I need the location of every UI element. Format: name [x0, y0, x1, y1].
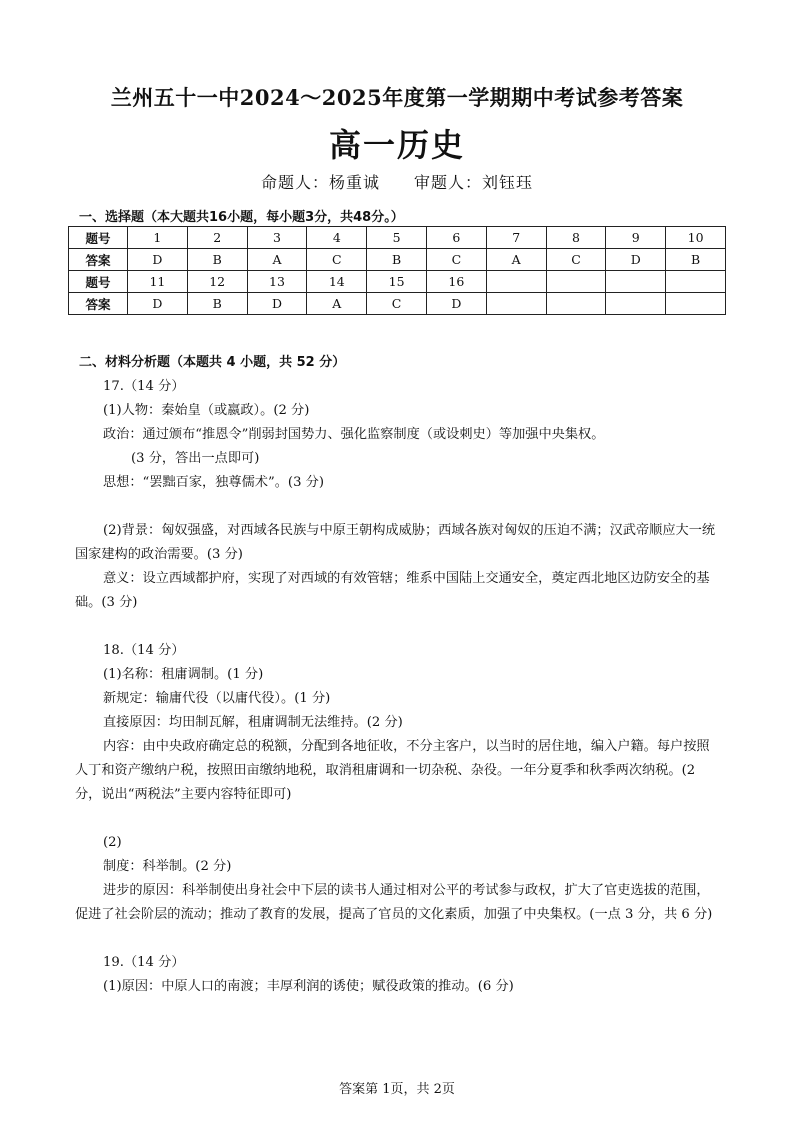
table-cell: D [426, 293, 486, 315]
table-cell: D [128, 249, 188, 271]
table-cell: 2 [187, 227, 247, 249]
q17-title: 17.（14 分） [103, 379, 185, 394]
table-cell: B [666, 249, 726, 271]
table-cell [606, 271, 666, 293]
table-cell: 7 [486, 227, 546, 249]
page-footer: 答案第 1页，共 2页 [339, 1082, 455, 1097]
table-cell: D [247, 293, 307, 315]
table-cell: 11 [128, 271, 188, 293]
table-cell: 6 [426, 227, 486, 249]
q18-answer-2: 新规定：输庸代役（以庸代役）。(1 分) [103, 691, 331, 706]
table-cell: 13 [247, 271, 307, 293]
num-label: 题号 [69, 271, 128, 293]
table-cell [546, 293, 606, 315]
table-cell [606, 293, 666, 315]
authors-line [0, 170, 794, 193]
table-cell: 9 [606, 227, 666, 249]
table-cell: 12 [187, 271, 247, 293]
q18-answer-4: 内容：由中央政府确定总的税额，分配到各地征收，不分主客户，以当时的居住地，编入户籍。每户按照人丁和资产缴纳户税，按照田亩缴纳地税，取消租庸调和一切杂税、杂役。一年分夏季和秋季两次纳税。(2 分，说出“两税法”主要内容特征即可) [75, 739, 710, 802]
table-cell [486, 271, 546, 293]
table-cell: C [546, 249, 606, 271]
table-cell: 5 [367, 227, 427, 249]
q18-title: 18.（14 分） [103, 643, 185, 658]
table-cell: B [187, 249, 247, 271]
table-cell: C [367, 293, 427, 315]
table-cell: B [187, 293, 247, 315]
q17-answer-4: 思想：“罢黜百家，独尊儒术”。(3 分) [103, 475, 324, 490]
q17-answer-2: 政治：通过颁布“推恩令”削弱封国势力、强化监察制度（或设刺史）等加强中央集权。 [103, 427, 605, 442]
q17-answer-1: (1)人物：秦始皇（或嬴政）。(2 分) [103, 403, 310, 418]
table-cell: C [426, 249, 486, 271]
table-cell: 4 [307, 227, 367, 249]
table-cell: A [486, 249, 546, 271]
section2-heading: 二、材料分析题（本题共 4 小题，共 52 分） [79, 355, 346, 370]
table-cell: D [606, 249, 666, 271]
table-cell: A [247, 249, 307, 271]
author: 命题人：杨重诚 [260, 173, 380, 192]
table-cell: 3 [247, 227, 307, 249]
table-cell: A [307, 293, 367, 315]
q18-answer-1: (1)名称：租庸调制。(1 分) [103, 667, 264, 682]
table-cell [666, 293, 726, 315]
table-cell: D [128, 293, 188, 315]
table-cell: 8 [546, 227, 606, 249]
q18-answer-3: 直接原因：均田制瓦解，租庸调制无法维持。(2 分) [103, 715, 403, 730]
answer-table [68, 226, 726, 315]
table-cell [486, 293, 546, 315]
table-row [69, 271, 726, 293]
table-row [69, 293, 726, 315]
table-cell: 14 [307, 271, 367, 293]
subject-title: 高一历史 [328, 126, 465, 164]
q17-answer-6: 意义：设立西域都护府，实现了对西域的有效管辖；维系中国陆上交通安全，奠定西北地区边防安全的基础。(3 分) [75, 571, 710, 610]
q17-answer-5: (2)背景：匈奴强盛，对西域各民族与中原王朝构成威胁；西域各族对匈奴的压迫不满；汉武帝顺应大一统国家建构的政治需要。(3 分) [75, 523, 716, 562]
answers-body [75, 375, 722, 999]
table-cell: 10 [666, 227, 726, 249]
q18-answer-5: (2) [103, 835, 122, 850]
num-label: 题号 [69, 227, 128, 249]
table-row [69, 249, 726, 271]
table-cell [666, 271, 726, 293]
q19-answer-1: (1)原因：中原人口的南渡；丰厚利润的诱使；赋役政策的推动。(6 分) [103, 979, 514, 994]
q18-answer-7: 进步的原因：科举制使出身社会中下层的读书人通过相对公平的考试参与政权，扩大了官吏选拔的范围，促进了社会阶层的流动；推动了教育的发展，提高了官员的文化素质，加强了中央集权。(一点 3 分，共 6 分) [75, 883, 713, 922]
q19-title: 19.（14 分） [103, 955, 185, 970]
ans-label: 答案 [69, 249, 128, 271]
reviewer: 审题人：刘钰珏 [414, 173, 534, 192]
table-cell [546, 271, 606, 293]
table-cell: 1 [128, 227, 188, 249]
table-cell: 15 [367, 271, 427, 293]
ans-label: 答案 [69, 293, 128, 315]
q17-answer-3: (3 分，答出一点即可) [131, 451, 260, 466]
exam-title: 兰州五十一中2024～2025年度第一学期期中考试参考答案 [110, 85, 684, 110]
table-cell: C [307, 249, 367, 271]
section1-heading: 一、选择题（本大题共16小题，每小题3分，共48分。） [79, 210, 404, 225]
table-cell: B [367, 249, 427, 271]
q18-answer-6: 制度：科举制。(2 分) [103, 859, 232, 874]
table-row [69, 227, 726, 249]
table-cell: 16 [426, 271, 486, 293]
